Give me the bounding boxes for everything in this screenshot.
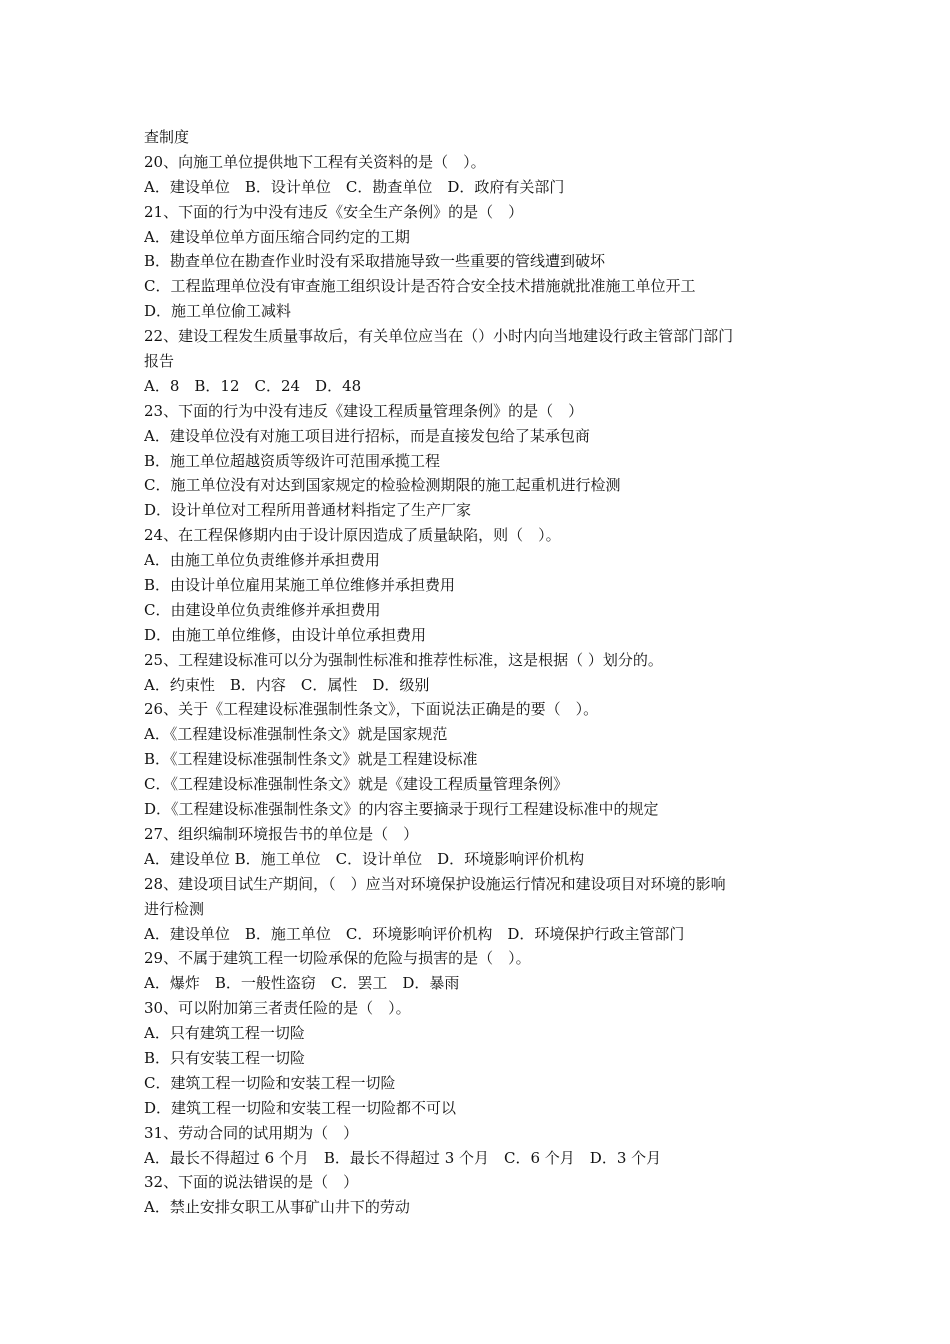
question-32-option-a: A．禁止安排女职工从事矿山井下的劳动 xyxy=(144,1198,410,1217)
question-20-options: A．建设单位 B．设计单位 C．勘查单位 D．政府有关部门 xyxy=(144,177,565,196)
question-28-cont: 进行检测 xyxy=(144,899,205,918)
question-31: 31、劳动合同的试用期为（ ） xyxy=(144,1123,359,1142)
question-30-option-b: B．只有安装工程一切险 xyxy=(144,1048,306,1067)
question-24: 24、在工程保修期内由于设计原因造成了质量缺陷，则（ ）。 xyxy=(144,526,561,545)
question-22-cont: 报告 xyxy=(144,352,175,371)
question-29: 29、不属于建筑工程一切险承保的危险与损害的是（ ）。 xyxy=(144,949,531,968)
document-page xyxy=(144,125,814,1220)
question-32: 32、下面的说法错误的是（ ） xyxy=(144,1173,359,1192)
question-31-options: A．最长不得超过 6 个月 B．最长不得超过 3 个月 C．6 个月 D．3 个月 xyxy=(144,1148,662,1167)
question-24-option-a: A．由施工单位负责维修并承担费用 xyxy=(144,551,380,570)
question-26: 26、关于《工程建设标准强制性条文》，下面说法正确是的要（ ）。 xyxy=(144,700,599,719)
question-26-option-a: A．《工程建设标准强制性条文》就是国家规范 xyxy=(144,725,448,744)
question-21-option-c: C．工程监理单位没有审查施工组织设计是否符合安全技术措施就批准施工单位开工 xyxy=(144,277,696,296)
question-27: 27、组织编制环境报告书的单位是（ ） xyxy=(144,824,419,843)
question-23-option-d: D．设计单位对工程所用普通材料指定了生产厂家 xyxy=(144,501,472,520)
question-26-option-c: C．《工程建设标准强制性条文》就是《建设工程质量管理条例》 xyxy=(144,775,568,794)
question-27-options: A．建设单位 B．施工单位 C．设计单位 D．环境影响评价机构 xyxy=(144,849,585,868)
question-23: 23、下面的行为中没有违反《建设工程质量管理条例》的是（ ） xyxy=(144,401,584,420)
question-21-option-d: D．施工单位偷工减料 xyxy=(144,302,292,321)
question-29-options: A．爆炸 B．一般性盗窃 C．罢工 D．暴雨 xyxy=(144,974,460,993)
question-28: 28、建设项目试生产期间，（ ）应当对环境保护设施运行情况和建设项目对环境的影响 xyxy=(144,874,726,893)
question-28-options: A．建设单位 B．施工单位 C．环境影响评价机构 D．环境保护行政主管部门 xyxy=(144,924,685,943)
question-23-option-a: A．建设单位没有对施工项目进行招标，而是直接发包给了某承包商 xyxy=(144,426,590,445)
question-21: 21、下面的行为中没有违反《安全生产条例》的是（ ） xyxy=(144,202,524,221)
question-21-option-b: B．勘查单位在勘查作业时没有采取措施导致一些重要的管线遭到破坏 xyxy=(144,252,606,271)
question-26-option-d: D．《工程建设标准强制性条文》的内容主要摘录于现行工程建设标准中的规定 xyxy=(144,800,659,819)
question-30-option-a: A．只有建筑工程一切险 xyxy=(144,1024,305,1043)
question-20: 20、向施工单位提供地下工程有关资料的是（ ）。 xyxy=(144,152,486,171)
question-22: 22、建设工程发生质量事故后，有关单位应当在（）小时内向当地建设行政主管部门部门 xyxy=(144,327,734,346)
question-22-options: A．8 B．12 C．24 D．48 xyxy=(144,376,362,395)
question-25: 25、工程建设标准可以分为强制性标准和推荐性标准，这是根据（ ）划分的。 xyxy=(144,650,663,669)
question-21-option-a: A．建设单位单方面压缩合同约定的工期 xyxy=(144,227,410,246)
question-26-option-b: B．《工程建设标准强制性条文》就是工程建设标准 xyxy=(144,750,478,769)
question-24-option-d: D．由施工单位维修，由设计单位承担费用 xyxy=(144,625,427,644)
question-23-option-b: B．施工单位超越资质等级许可范围承揽工程 xyxy=(144,451,441,470)
question-30-option-c: C．建筑工程一切险和安装工程一切险 xyxy=(144,1073,396,1092)
text-line: 查制度 xyxy=(144,128,190,146)
question-23-option-c: C．施工单位没有对达到国家规定的检验检测期限的施工起重机进行检测 xyxy=(144,476,621,495)
question-24-option-c: C．由建设单位负责维修并承担费用 xyxy=(144,600,381,619)
question-30-option-d: D．建筑工程一切险和安装工程一切险都不可以 xyxy=(144,1098,457,1117)
question-30: 30、可以附加第三者责任险的是（ ）。 xyxy=(144,999,411,1018)
question-25-options: A．约束性 B．内容 C．属性 D．级别 xyxy=(144,675,430,694)
question-24-option-b: B．由设计单位雇用某施工单位维修并承担费用 xyxy=(144,576,456,595)
